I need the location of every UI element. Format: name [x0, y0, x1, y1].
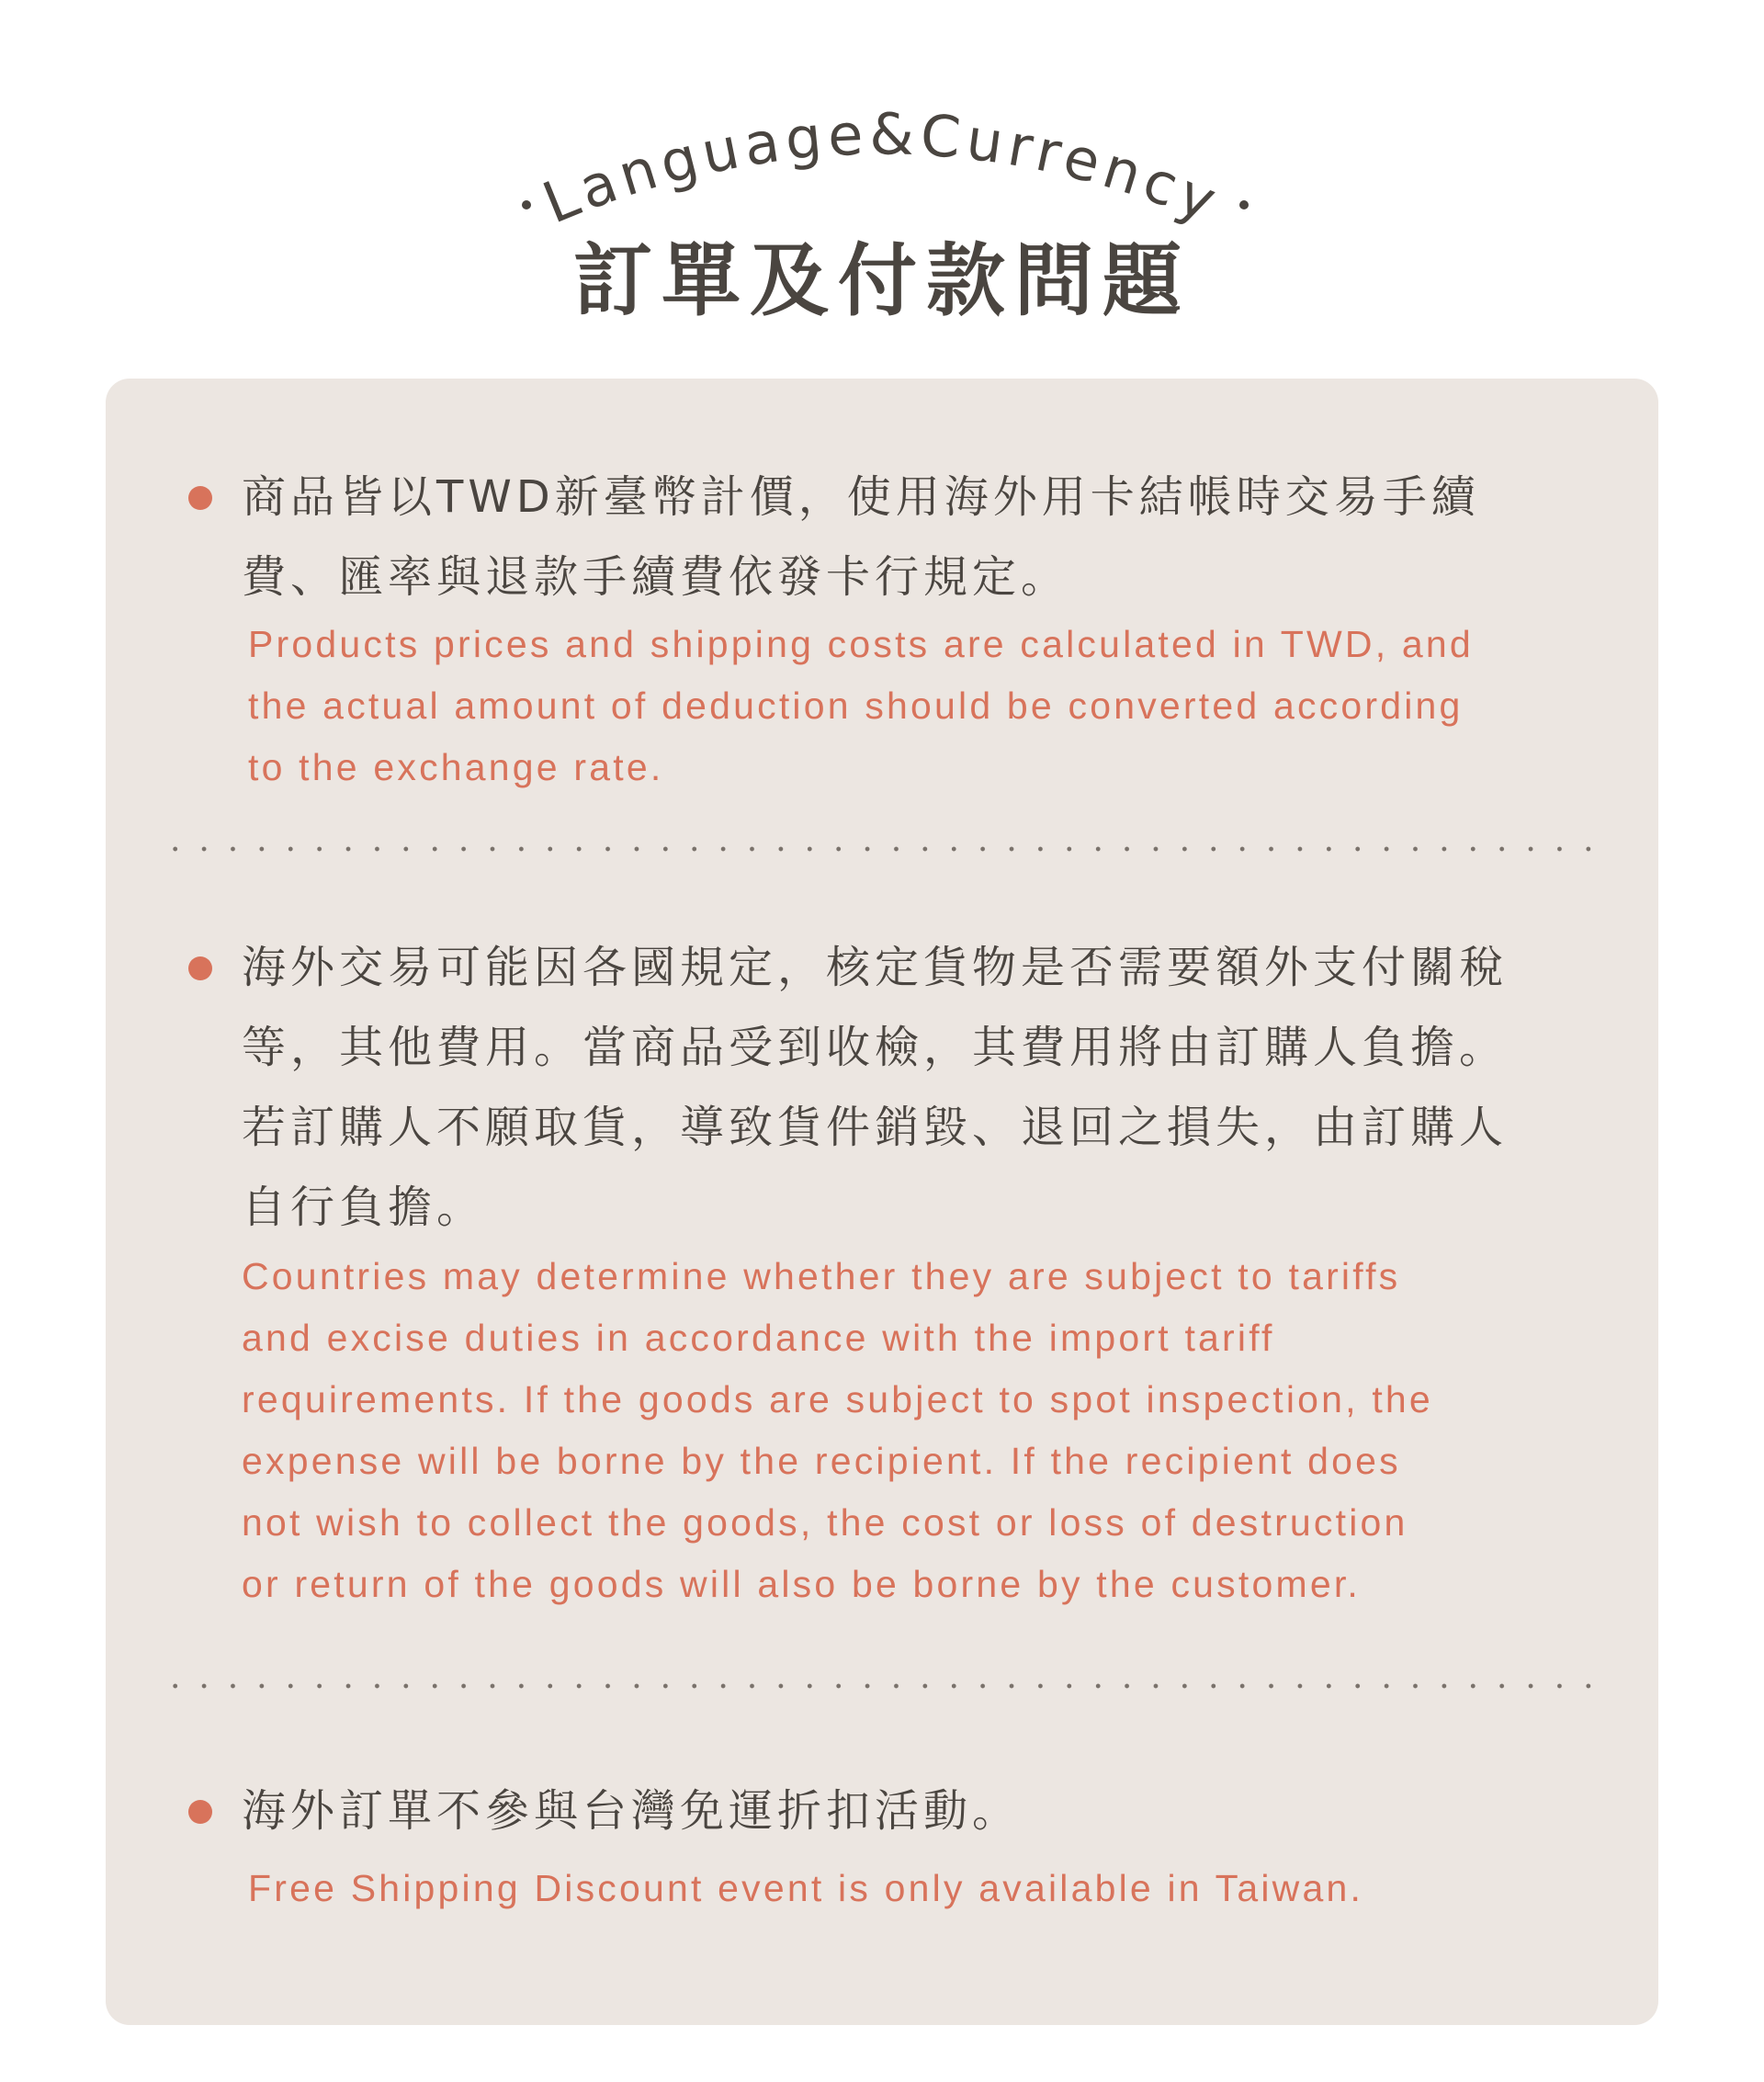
bullet-icon [188, 486, 212, 510]
item-text-zh: 海外交易可能因各國規定，核定貨物是否需要額外支付關稅 等，其他費用。當商品受到收檢，其費用將由訂購人負擔。 若訂購人不願取貨，導致貨件銷毀、退回之損失，由訂購人 自行負擔。 [242, 942, 1509, 1233]
dotted-divider [161, 846, 1603, 852]
subtitle-right-dot [1239, 200, 1249, 209]
section-header [0, 0, 1764, 368]
item-text-en: Free Shipping Discount event is only available in Taiwan. [248, 1867, 1364, 1909]
bullet-icon [188, 956, 212, 980]
info-card [106, 379, 1658, 2025]
subtitle-left-dot [522, 200, 531, 209]
page-title: 訂單及付款問題 [573, 235, 1191, 327]
item-text-en: Countries may determine whether they are subject to tariffs and excise duties in accordance with the import tariff requirements. If the goods are subject to spot inspection, the expense will be borne by the recipient. If the recipient does not wish to collect the goods, the cost or loss of destruction or return of the goods will also be borne by the customer. [242, 1255, 1433, 1605]
subtitle-text: Language&Currency [533, 100, 1231, 237]
dotted-divider [161, 1683, 1603, 1689]
item-text-zh: 商品皆以TWD新臺幣計價，使用海外用卡結帳時交易手續 費、匯率與退款手續費依發卡行規定。 [242, 471, 1480, 603]
item-text-en: Products prices and shipping costs are calculated in TWD, and the actual amount of deduction should be converted according to the exchange rate. [248, 623, 1474, 788]
curved-subtitle [0, 0, 1764, 239]
bullet-icon [188, 1800, 212, 1824]
item-text-zh: 海外訂單不參與台灣免運折扣活動。 [242, 1785, 1022, 1837]
